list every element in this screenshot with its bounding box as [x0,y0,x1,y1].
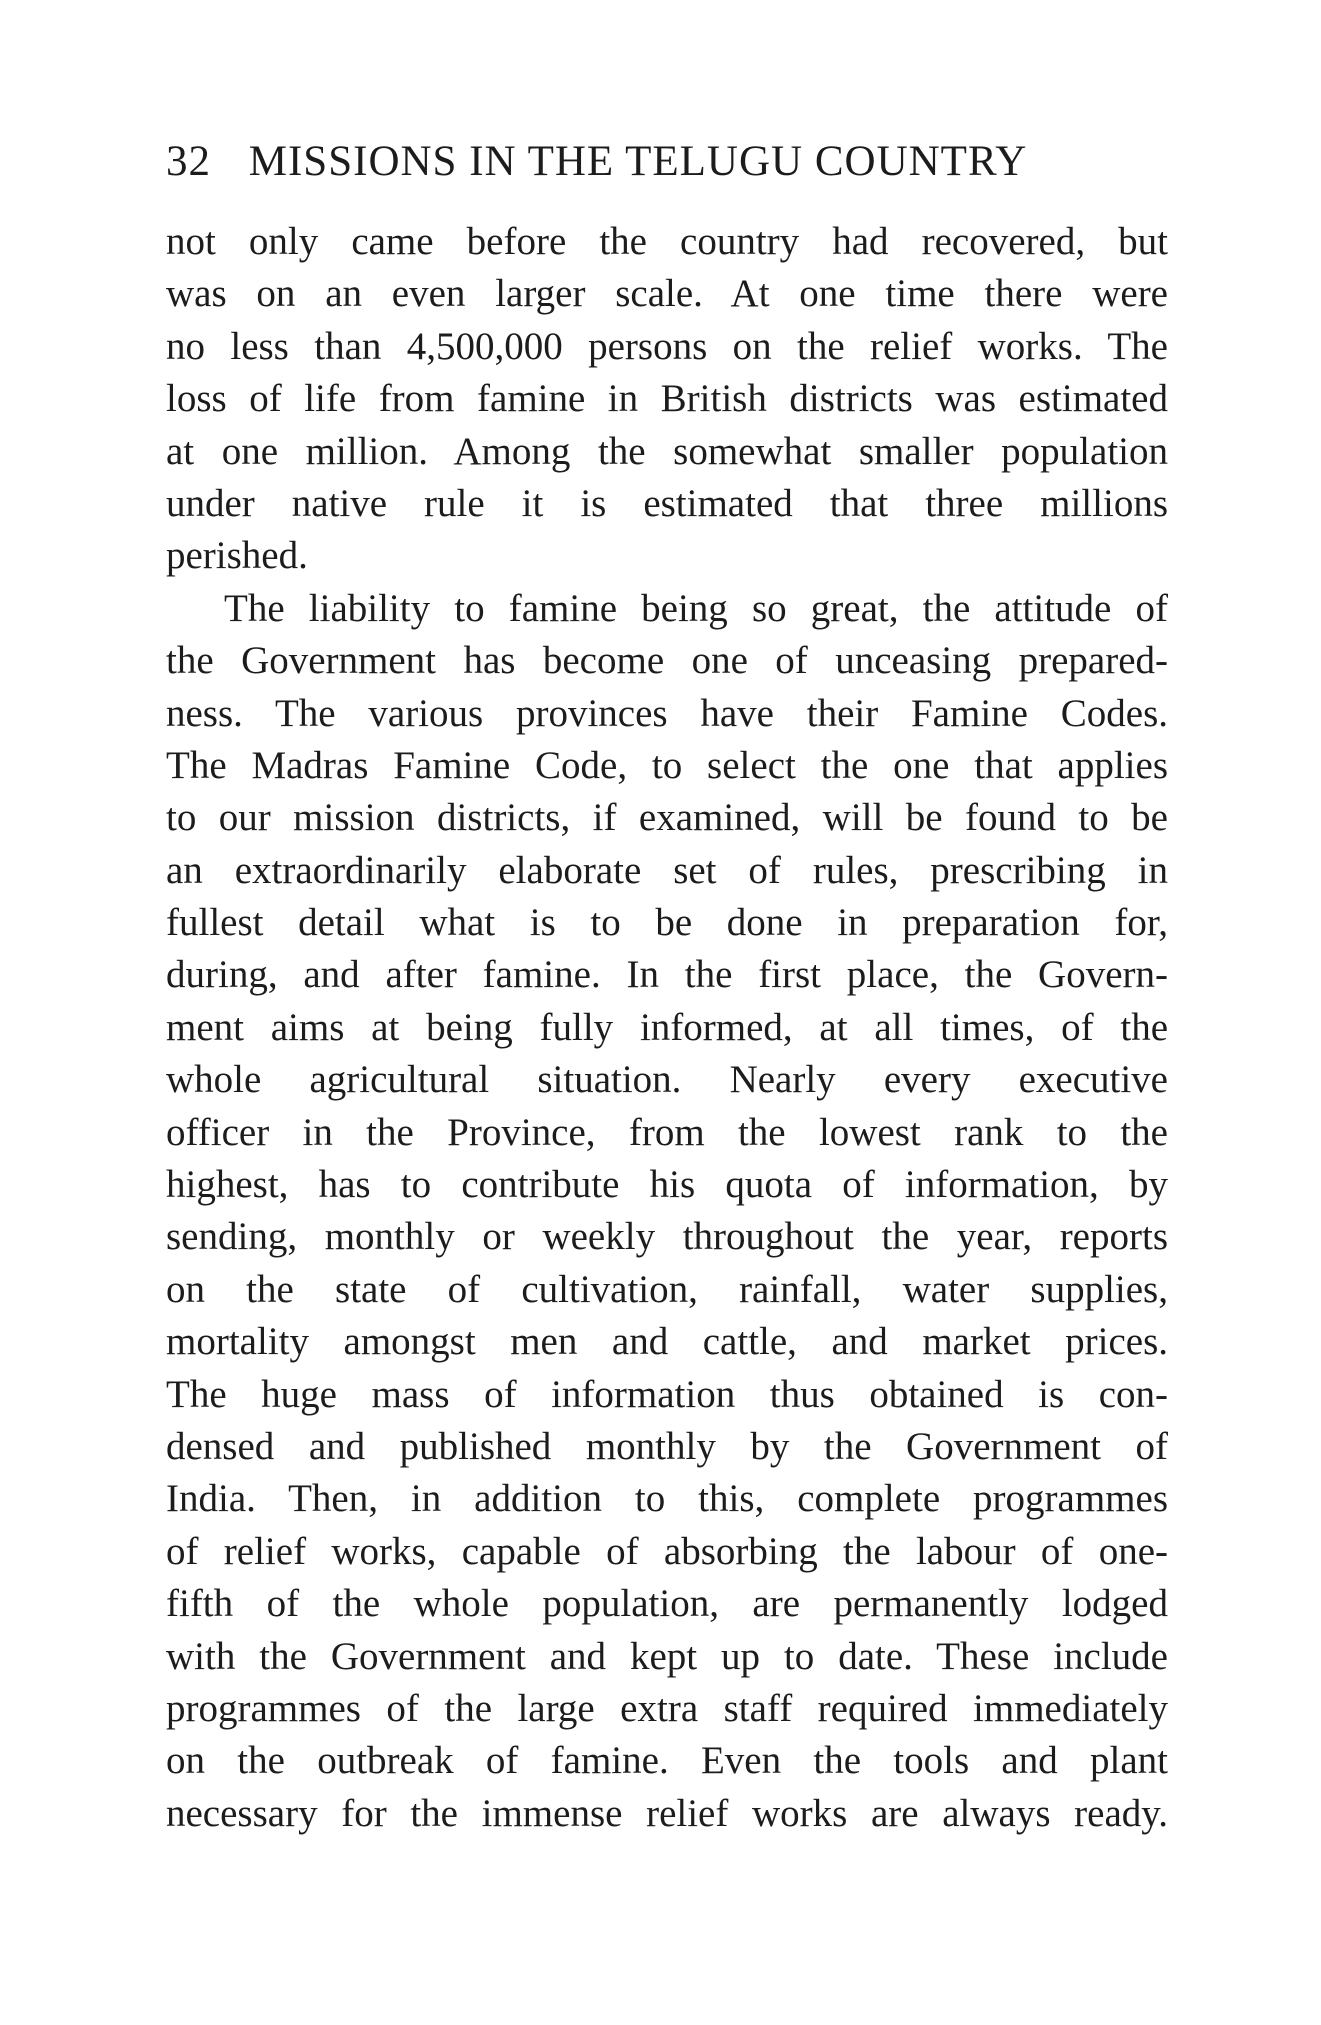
text-line: on the state of cultivation, rainfall, water supplies, [166,1267,1168,1311]
text-line: necessary for the immense relief works are always ready. [166,1791,1168,1835]
page-number: 32 [166,138,211,185]
text-line: The liability to famine being so great, the attitude of [224,586,1168,630]
text-line: to our mission districts, if examined, will be found to be [166,796,1168,840]
text-line: sending, monthly or weekly throughout the year, reports [166,1215,1168,1259]
text-line: fifth of the whole population, are permanently lodged [166,1582,1168,1626]
text-line: whole agricultural situation. Nearly every executive [166,1058,1168,1102]
text-line: at one million. Among the somewhat smaller population [166,429,1168,473]
text-line: was on an even larger scale. At one time there were [166,272,1168,316]
paragraph-2 [166,583,1168,1840]
text-line: ment aims at being fully informed, at all times, of the [166,1005,1168,1049]
text-line: highest, has to contribute his quota of information, by [166,1163,1168,1207]
text-line: programmes of the large extra staff required immediately [166,1686,1168,1730]
text-line: The huge mass of information thus obtained is con- [166,1372,1168,1416]
page-header [166,132,1168,192]
text-line: on the outbreak of famine. Even the tools and plant [166,1739,1168,1783]
text-line: the Government has become one of unceasing prepared- [166,639,1168,683]
text-line: densed and published monthly by the Government of [166,1424,1168,1468]
text-line: The Madras Famine Code, to select the one that applies [166,743,1168,787]
text-line: India. Then, in addition to this, complete programmes [166,1477,1168,1521]
text-line: of relief works, capable of absorbing the labour of one- [166,1529,1168,1573]
text-line: an extraordinarily elaborate set of rules, prescribing in [166,848,1168,892]
text-line: mortality amongst men and cattle, and market prices. [166,1320,1168,1364]
text-line: officer in the Province, from the lowest rank to the [166,1110,1168,1154]
text-line: loss of life from famine in British districts was estimated [166,377,1168,421]
body-text [166,216,1168,1840]
text-line: not only came before the country had recovered, but [166,220,1168,263]
text-line: perished. [166,534,308,578]
text-line: fullest detail what is to be done in preparation for, [166,901,1168,945]
text-line: during, and after famine. In the first place, the Govern- [166,953,1168,997]
paragraph-1 [166,216,1168,583]
text-line: under native rule it is estimated that three millions [166,481,1168,525]
text-line: with the Government and kept up to date. These include [166,1634,1168,1678]
text-line: no less than 4,500,000 persons on the relief works. The [166,324,1168,368]
running-title: MISSIONS IN THE TELUGU COUNTRY [248,138,1028,185]
text-line: ness. The various provinces have their Famine Codes. [166,691,1168,735]
